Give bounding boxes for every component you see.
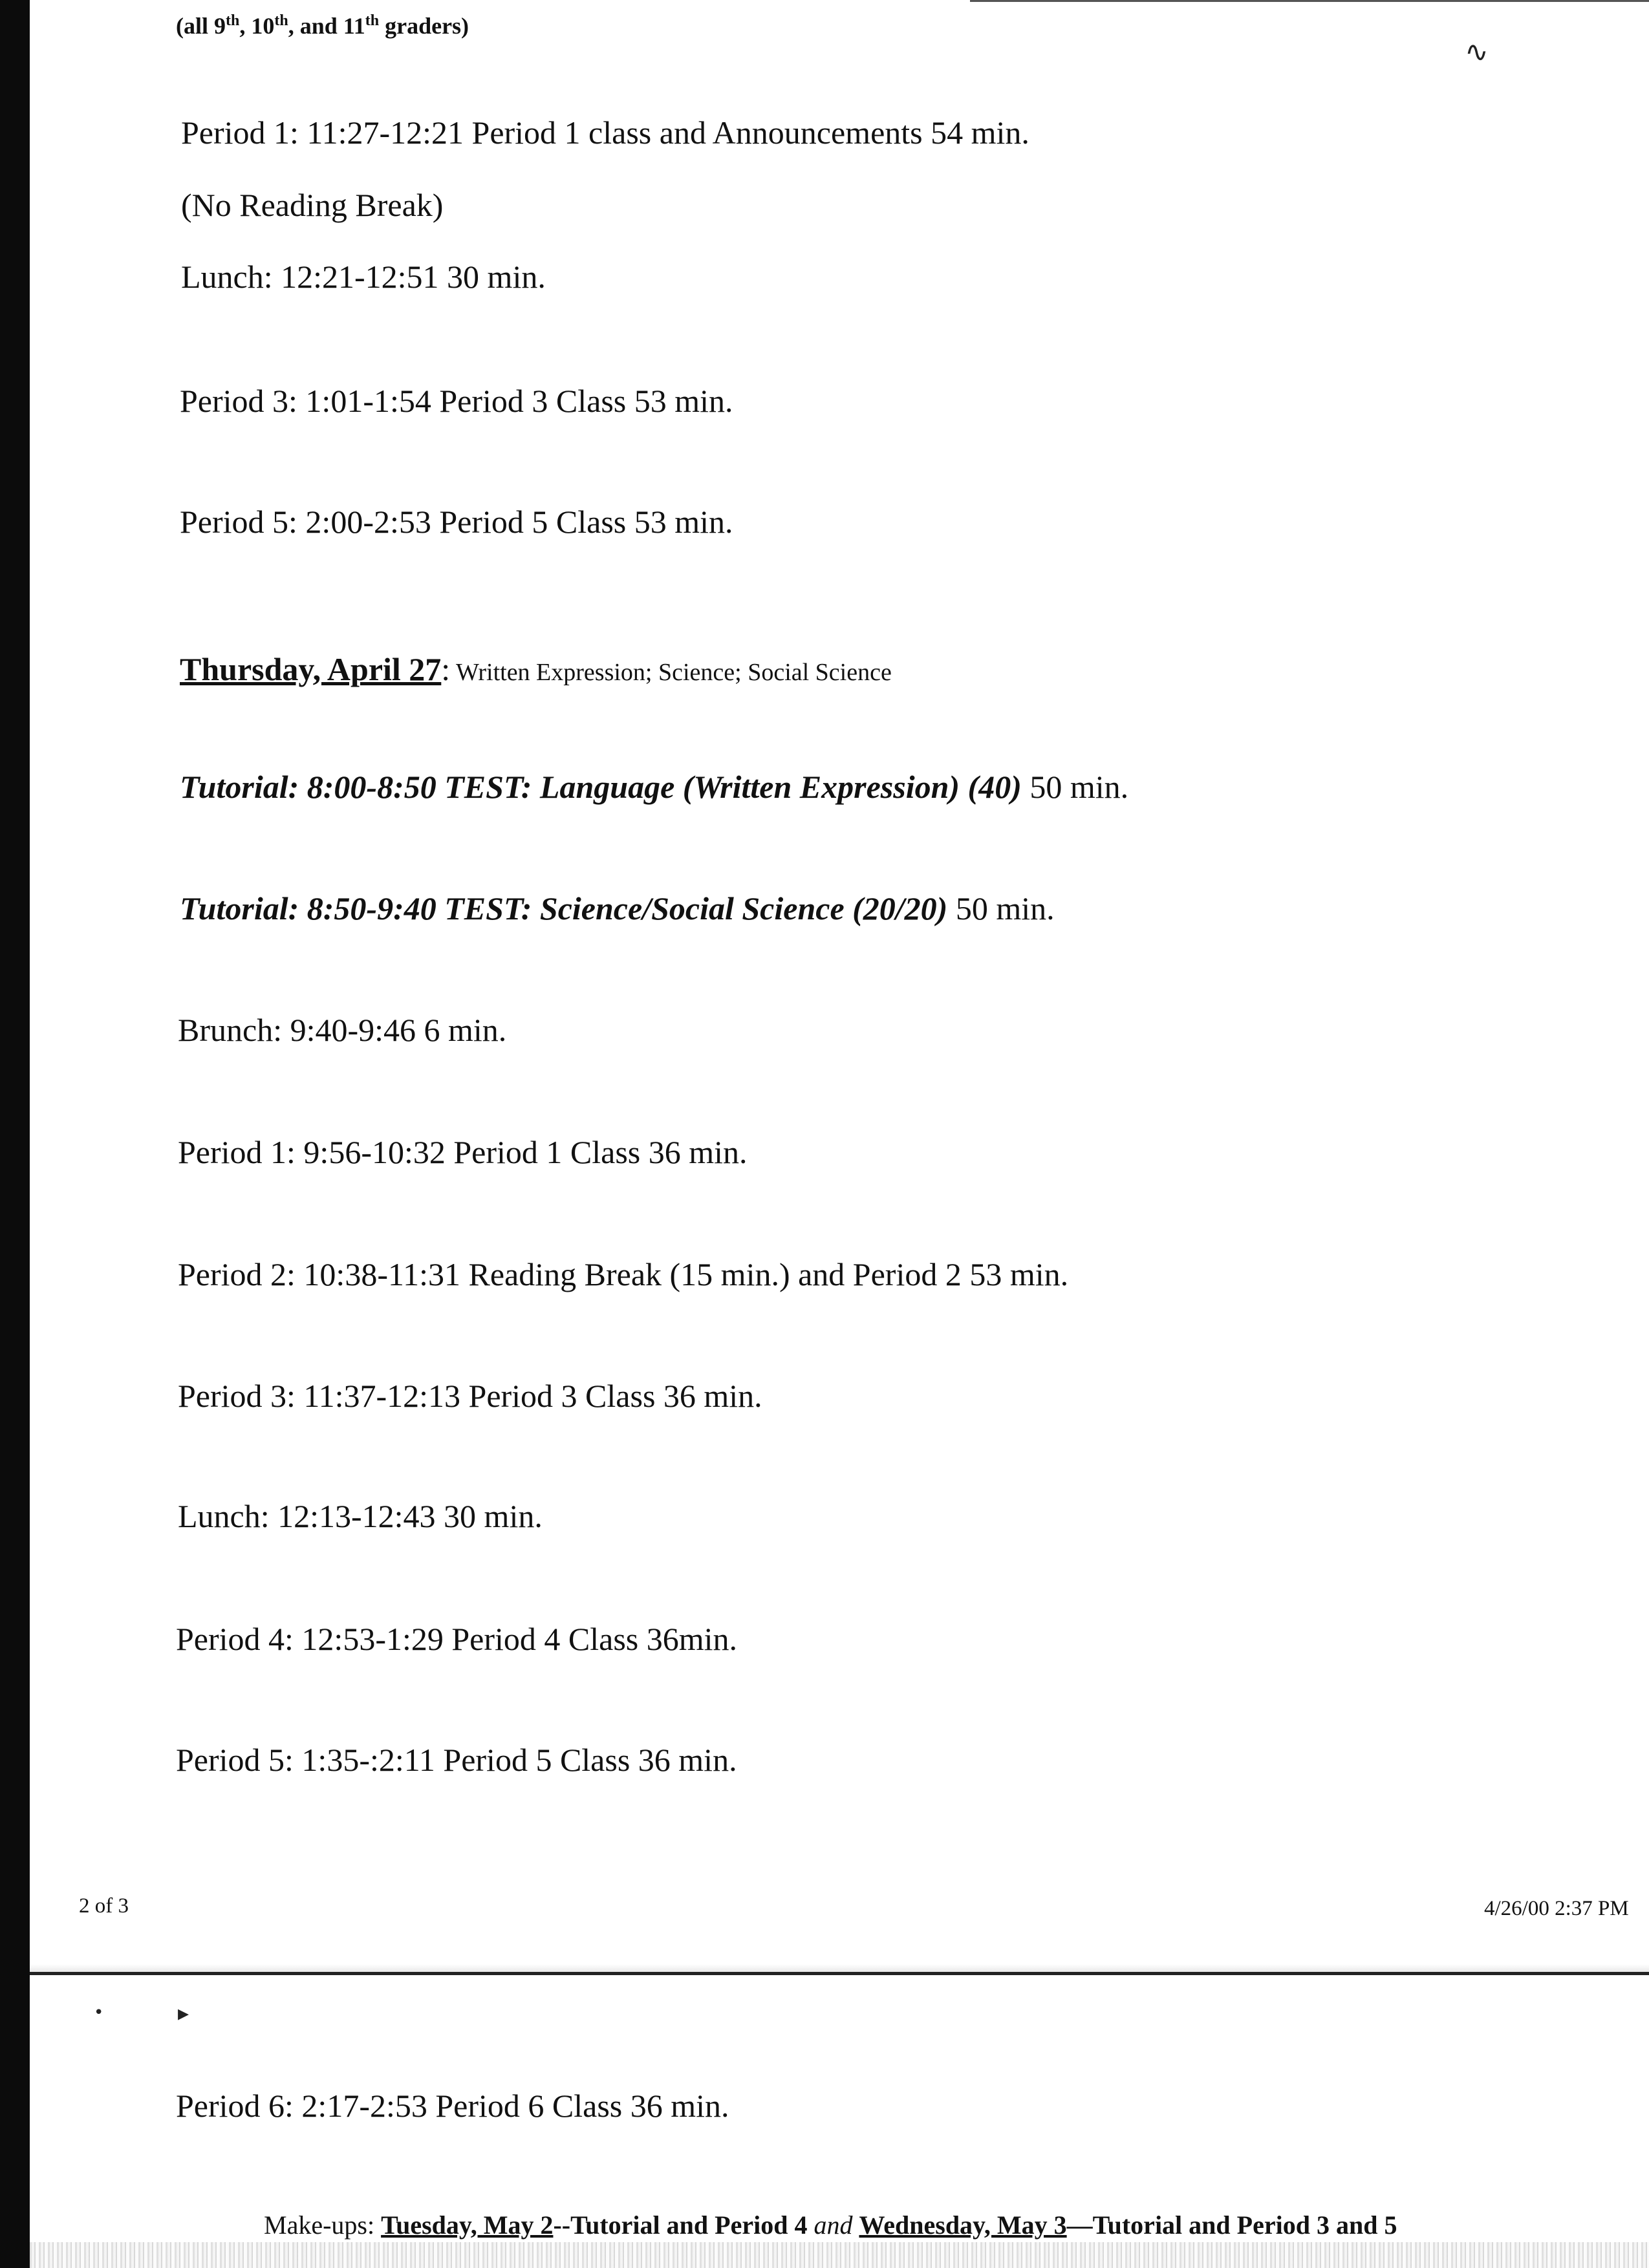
tutorial-duration: 50 min. (947, 890, 1055, 926)
tutorial-line (180, 771, 1128, 803)
schedule-line: Period 5: 2:00-2:53 Period 5 Class 53 min. (180, 504, 733, 540)
grade-note-sup-2: th (274, 12, 288, 29)
makeups-text-2: —Tutorial and Period 3 and 5 (1066, 2210, 1397, 2240)
day-heading-colon: : (441, 651, 451, 687)
grade-note-mid-2: , and 11 (288, 13, 365, 39)
schedule-line: Period 1: 9:56-10:32 Period 1 Class 36 min. (178, 1134, 748, 1170)
page-top-edge (970, 0, 1649, 2)
grade-note (176, 13, 469, 37)
schedule-line: Lunch: 12:21-12:51 30 min. (181, 259, 546, 295)
schedule-line: Period 3: 11:37-12:13 Period 3 Class 36 min. (178, 1378, 762, 1414)
schedule-line: Period 5: 1:35-:2:11 Period 5 Class 36 min. (176, 1742, 737, 1778)
makeups-line (264, 2212, 1397, 2238)
grade-note-sup-1: th (226, 12, 240, 29)
scan-mark: ▸ (178, 2000, 189, 2026)
tutorial-duration: 50 min. (1021, 769, 1129, 805)
grade-note-prefix: (all 9 (176, 13, 226, 39)
schedule-line: Period 2: 10:38-11:31 Reading Break (15 min.) and Period 2 53 min. (178, 1256, 1069, 1292)
scan-mark: ∿ (1465, 36, 1489, 69)
schedule-line: Period 3: 1:01-1:54 Period 3 Class 53 min. (180, 383, 733, 419)
schedule-line: Period 6: 2:17-2:53 Period 6 Class 36 min. (176, 2088, 729, 2124)
print-timestamp: 4/26/00 2:37 PM (1484, 1897, 1629, 1920)
schedule-line: Period 4: 12:53-1:29 Period 4 Class 36min. (176, 1621, 738, 1657)
page-shadow (30, 1964, 1649, 1972)
page-separator (30, 1972, 1649, 1975)
makeups-and: and (814, 2210, 853, 2240)
tutorial-line (180, 892, 1055, 925)
grade-note-sup-3: th (365, 12, 380, 29)
makeups-text-1: --Tutorial and Period 4 (553, 2210, 814, 2240)
makeups-date-1: Tuesday, May 2 (381, 2210, 554, 2240)
day-heading-date: Thursday, April 27 (180, 651, 442, 687)
schedule-line: Brunch: 9:40-9:46 6 min. (178, 1012, 507, 1048)
day-heading-subjects: Written Expression; Science; Social Science (450, 659, 892, 686)
schedule-line: Period 1: 11:27-12:21 Period 1 class and Announcements 54 min. (181, 114, 1029, 151)
scan-noise (30, 2242, 1649, 2268)
tutorial-label: Tutorial: 8:50-9:40 TEST: Science/Social Science (20/20) (180, 890, 948, 926)
grade-note-mid-1: , 10 (239, 13, 275, 39)
page-number: 2 of 3 (79, 1894, 129, 1918)
tutorial-label: Tutorial: 8:00-8:50 TEST: Language (Written Expression) (40) (180, 769, 1022, 805)
schedule-line: (No Reading Break) (181, 187, 444, 223)
grade-note-suffix: graders) (379, 13, 469, 39)
makeups-date-2: Wednesday, May 3 (859, 2210, 1067, 2240)
day-heading (180, 653, 892, 685)
scan-mark: • (94, 2003, 104, 2022)
scan-left-border (0, 0, 30, 2268)
makeups-label: Make-ups: (264, 2210, 382, 2240)
makeups-space (852, 2210, 859, 2240)
schedule-line: Lunch: 12:13-12:43 30 min. (178, 1498, 543, 1534)
